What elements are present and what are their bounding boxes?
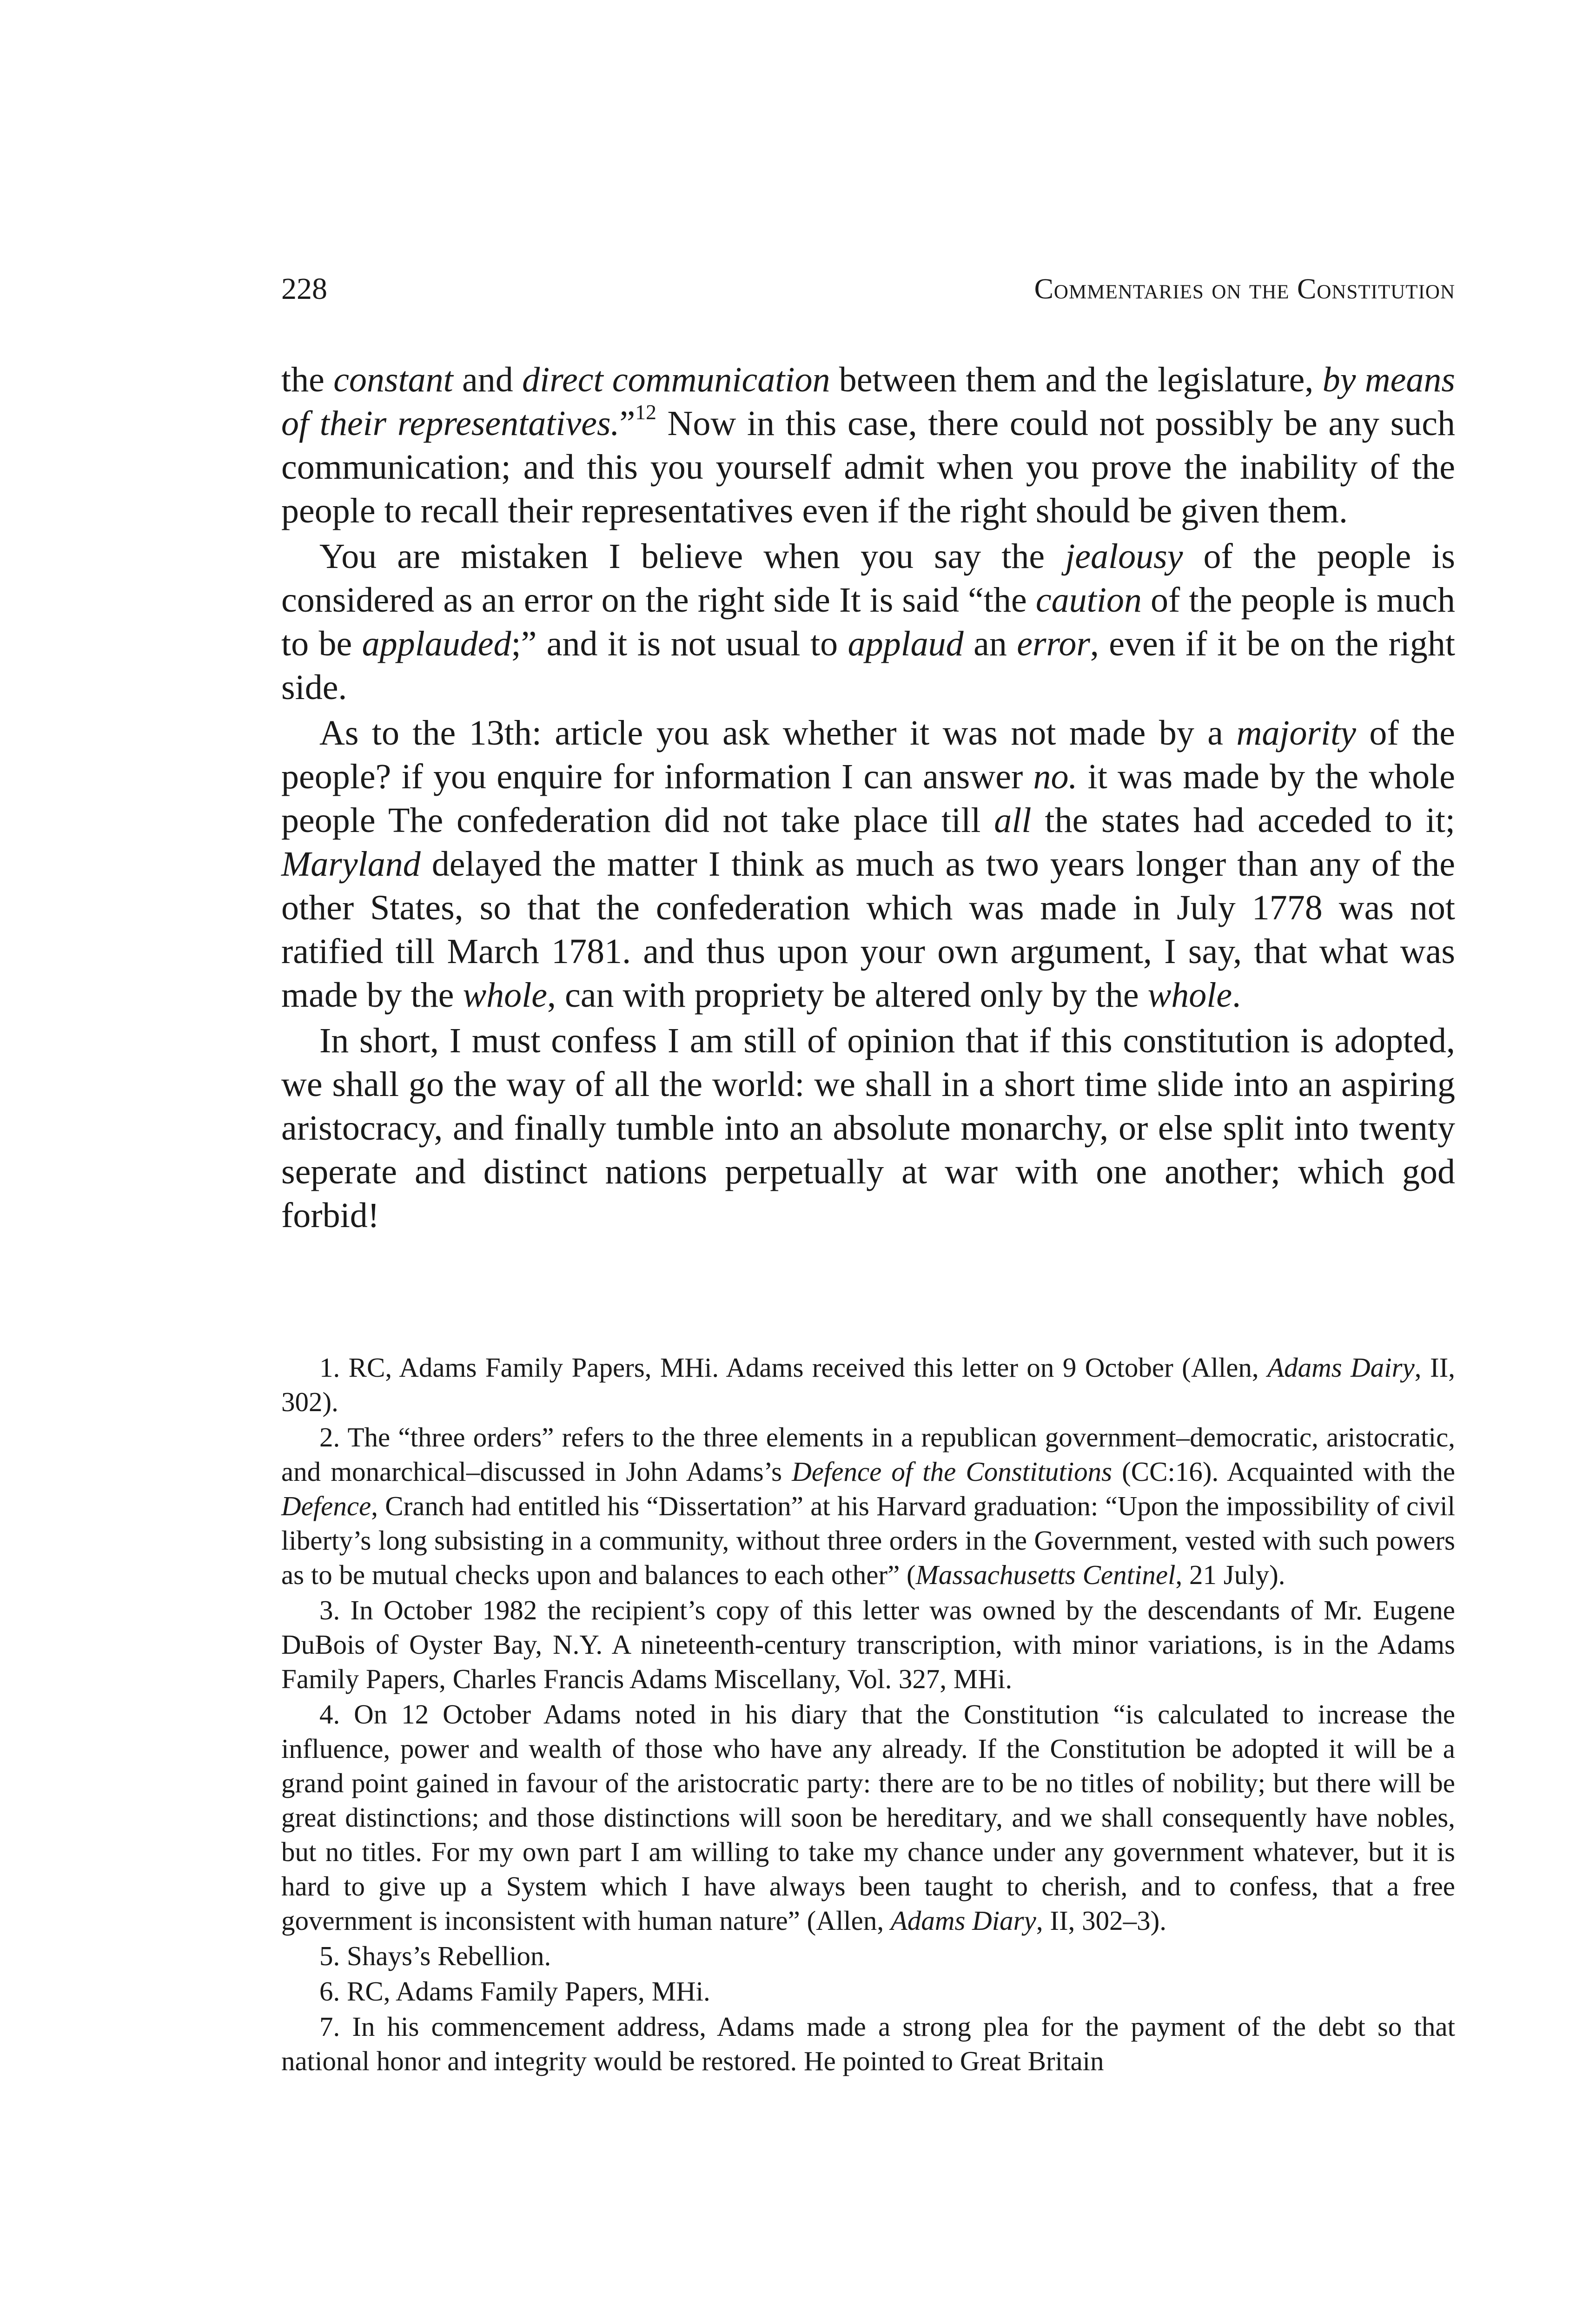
footnote-4 [281, 1697, 1455, 1938]
text-run: 2. The “three orders” refers to the three elements in a republican government–democratic, aristocratic, and monarchical–discussed in John Adams’s [281, 1422, 1455, 1487]
text-run: . [1232, 976, 1241, 1015]
italic-run: caution [1035, 581, 1142, 620]
italic-run: direct communication [522, 360, 830, 399]
footnote-3 [281, 1593, 1455, 1696]
text-run: 1. RC, Adams Family Papers, MHi. Adams received this letter on 9 October (Allen, [319, 1352, 1268, 1383]
text-run: In short, I must confess I am still of opinion that if this constitution is adopted, we shall go the way of all the world: we shall in a short time slide into an aspiring aristocracy, and finally tumble into an absolute monarchy, or else split into twenty seperate and distinct nations perpetually at war with one another; which god forbid! [281, 1021, 1455, 1235]
paragraph-4 [281, 1019, 1455, 1237]
text-run: 5. Shays’s Rebellion. [319, 1941, 551, 1971]
text-run: and [453, 360, 523, 399]
paragraph-2 [281, 535, 1455, 709]
text-run: 6. RC, Adams Family Papers, MHi. [319, 1976, 710, 2007]
text-run: , II, 302). [281, 1352, 1455, 1417]
text-run: between them and the legislature, [830, 360, 1323, 399]
text-run: 3. In October 1982 the recipient’s copy of this letter was owned by the descendants of Mr. Eugene DuBois of Oyster Bay, N.Y. A nineteenth-century transcription, with minor variations, is in the Adams Family Papers, Charles Francis Adams Miscellany, Vol. 327, MHi. [281, 1595, 1455, 1694]
italic-run: Massachusetts Centinel [915, 1559, 1176, 1590]
running-head: Commentaries on the Constitution [1034, 273, 1455, 305]
italic-run: majority [1236, 713, 1356, 753]
footnote-5 [281, 1939, 1455, 1973]
italic-run: Adams Diary [890, 1905, 1036, 1936]
italic-run: all [994, 801, 1032, 840]
text-run: of the people is much to be [281, 581, 1455, 663]
text-run: ;” and it is not usual to [511, 624, 848, 663]
text-run: an [963, 624, 1017, 663]
italic-run: Defence [281, 1491, 371, 1521]
text-run: , 21 July). [1175, 1559, 1285, 1590]
body-text [281, 358, 1455, 1237]
text-run: , Cranch had entitled his “Dissertation” at his Harvard graduation: “Upon the impossibility of civil liberty’s long subsisting in a community, without three orders in the Government, vested with such powers as to be mutual checks upon and balances to each other” ( [281, 1491, 1455, 1590]
italic-run: jealousy [1065, 537, 1183, 576]
text-run: , II, 302–3). [1036, 1905, 1167, 1936]
italic-run: whole [1147, 976, 1232, 1015]
text-run: , can with propriety be altered only by the [547, 976, 1148, 1015]
text-run: You are mistaken I believe when you say the [319, 537, 1066, 576]
text-run: (CC:16). Acquainted with the [1112, 1456, 1456, 1487]
italic-run: error [1017, 624, 1090, 663]
footnote-1 [281, 1350, 1455, 1419]
footnote-7 [281, 2009, 1455, 2078]
footnotes [281, 1350, 1455, 2079]
italic-run: applauded [362, 624, 511, 663]
text-run: it was made by the whole people The confederation did not take place till [281, 757, 1455, 840]
footnote-6 [281, 1974, 1455, 2008]
italic-run: Adams Dairy [1267, 1352, 1415, 1383]
italic-run: Maryland [281, 845, 421, 884]
italic-run: applaud [848, 624, 964, 663]
paragraph-3 [281, 711, 1455, 1017]
text-run: the states had acceded to it; [1031, 801, 1455, 840]
footnote-reference: 12 [635, 400, 656, 424]
text-run: 7. In his commencement address, Adams made a strong plea for the payment of the debt so that national honor and integrity would be restored. He pointed to Great Britain [281, 2011, 1455, 2076]
text-run: ” [619, 404, 636, 443]
text-run: of the people is considered as an error on the right side It is said “the [281, 537, 1455, 620]
italic-run: by means of their representatives. [281, 360, 1455, 443]
footnote-2 [281, 1420, 1455, 1592]
italic-run: no. [1033, 757, 1078, 796]
italic-run: constant [333, 360, 453, 399]
page-header [281, 270, 1455, 316]
text-run: the [281, 360, 334, 399]
italic-run: Defence of the Constitutions [792, 1456, 1112, 1487]
text-run: , even if it be on the right side. [281, 624, 1455, 707]
page-number: 228 [281, 272, 327, 306]
text-run: delayed the matter I think as much as two years longer than any of the other States, so that the confederation which was made in July 1778 was not ratified till March 1781. and thus upon your own argument, I say, that what was made by the [281, 845, 1455, 1015]
text-run: of the people? if you enquire for information I can answer [281, 713, 1455, 796]
text-run: As to the 13th: article you ask whether it was not made by a [319, 713, 1237, 753]
paragraph-1 [281, 358, 1455, 533]
italic-run: whole [463, 976, 547, 1015]
text-run: 4. On 12 October Adams noted in his diary that the Constitution “is calculated to increase the influence, power and wealth of those who have any already. If the Constitution be adopted it will be a grand point gained in favour of the aristocratic party: there are to be no titles of nobility; but there will be great distinctions; and those distinctions will soon be hereditary, and we shall consequently have nobles, but no titles. For my own part I am willing to take my chance under any government whatever, but it is hard to give up a System which I have always been taught to cherish, and to confess, that a free government is inconsistent with human nature” (Allen, [281, 1699, 1455, 1936]
text-run: Now in this case, there could not possibly be any such communication; and this you yourself admit when you prove the inability of the people to recall their representatives even if the right should be given them. [281, 404, 1455, 530]
